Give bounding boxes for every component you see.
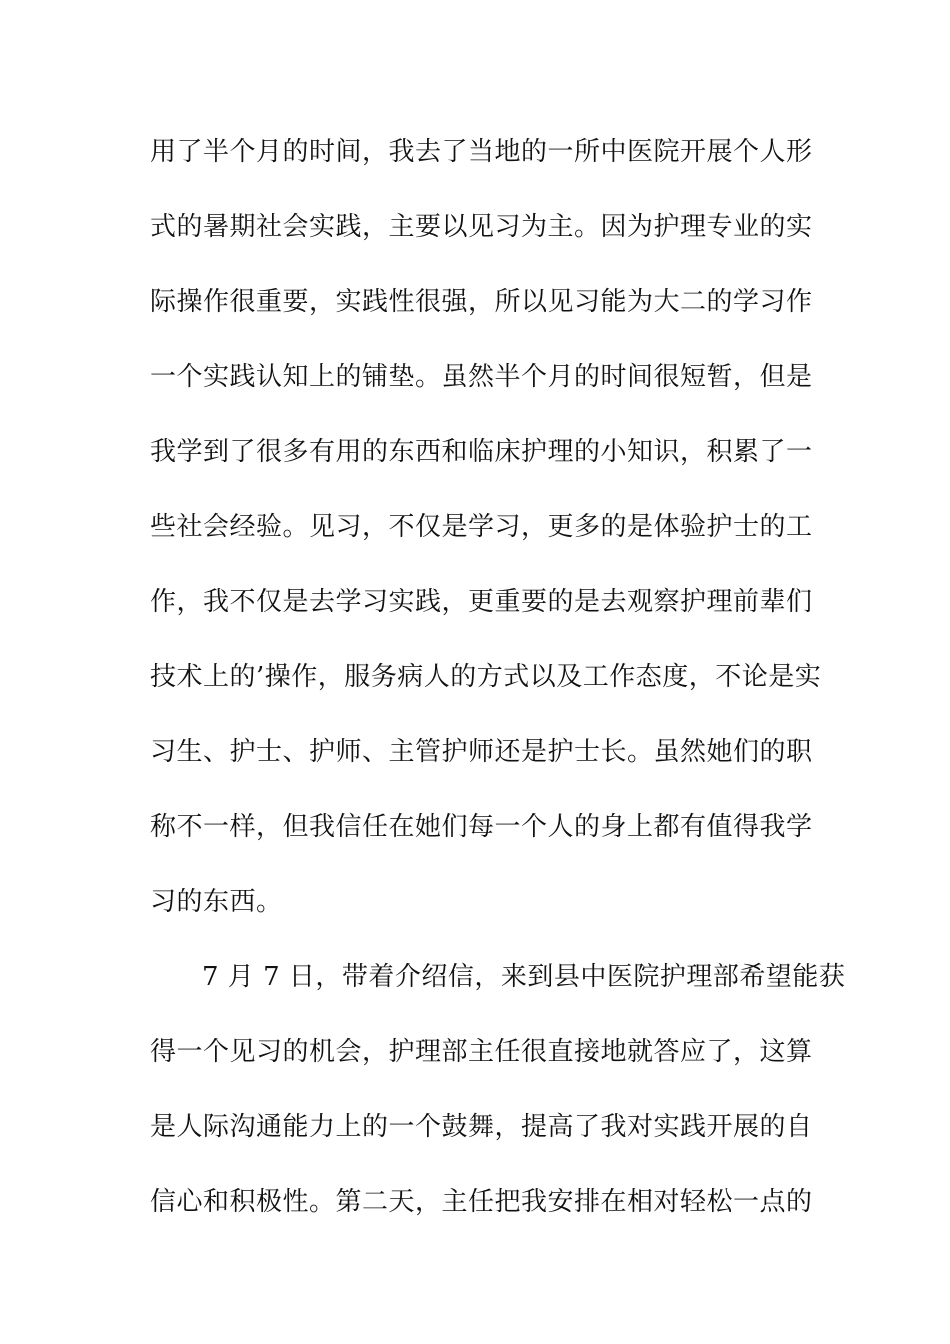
text-line: 式的暑期社会实践，主要以见习为主。因为护理专业的实 — [150, 212, 813, 242]
text-line: 得一个见习的机会，护理部主任很直接地就答应了，这算 — [150, 1037, 813, 1067]
text-line: 习的东西。 — [150, 887, 283, 917]
text-line: 称不一样，但我信任在她们每一个人的身上都有值得我学 — [150, 812, 813, 842]
text-line: 是人际沟通能力上的一个鼓舞，提高了我对实践开展的自 — [150, 1112, 813, 1142]
text-line: 用了半个月的时间，我去了当地的一所中医院开展个人形 — [150, 137, 813, 167]
paragraph-first-line: 7 月 7 日，带着介绍信，来到县中医院护理部希望能获 — [202, 962, 846, 992]
text-line: 际操作很重要，实践性很强，所以见习能为大二的学习作 — [150, 287, 813, 317]
text-line: 技术上的’操作，服务病人的方式以及工作态度，不论是实 — [150, 662, 822, 692]
text-line: 习生、护士、护师、主管护师还是护士长。虽然她们的职 — [150, 737, 813, 767]
text-line: 一个实践认知上的铺垫。虽然半个月的时间很短暂，但是 — [150, 362, 813, 392]
text-line: 些社会经验。见习，不仅是学习，更多的是体验护士的工 — [150, 512, 813, 542]
text-line: 作，我不仅是去学习实践，更重要的是去观察护理前辈们 — [150, 587, 813, 617]
text-line: 信心和积极性。第二天，主任把我安排在相对轻松一点的 — [150, 1187, 813, 1217]
text-line: 我学到了很多有用的东西和临床护理的小知识，积累了一 — [150, 437, 813, 467]
